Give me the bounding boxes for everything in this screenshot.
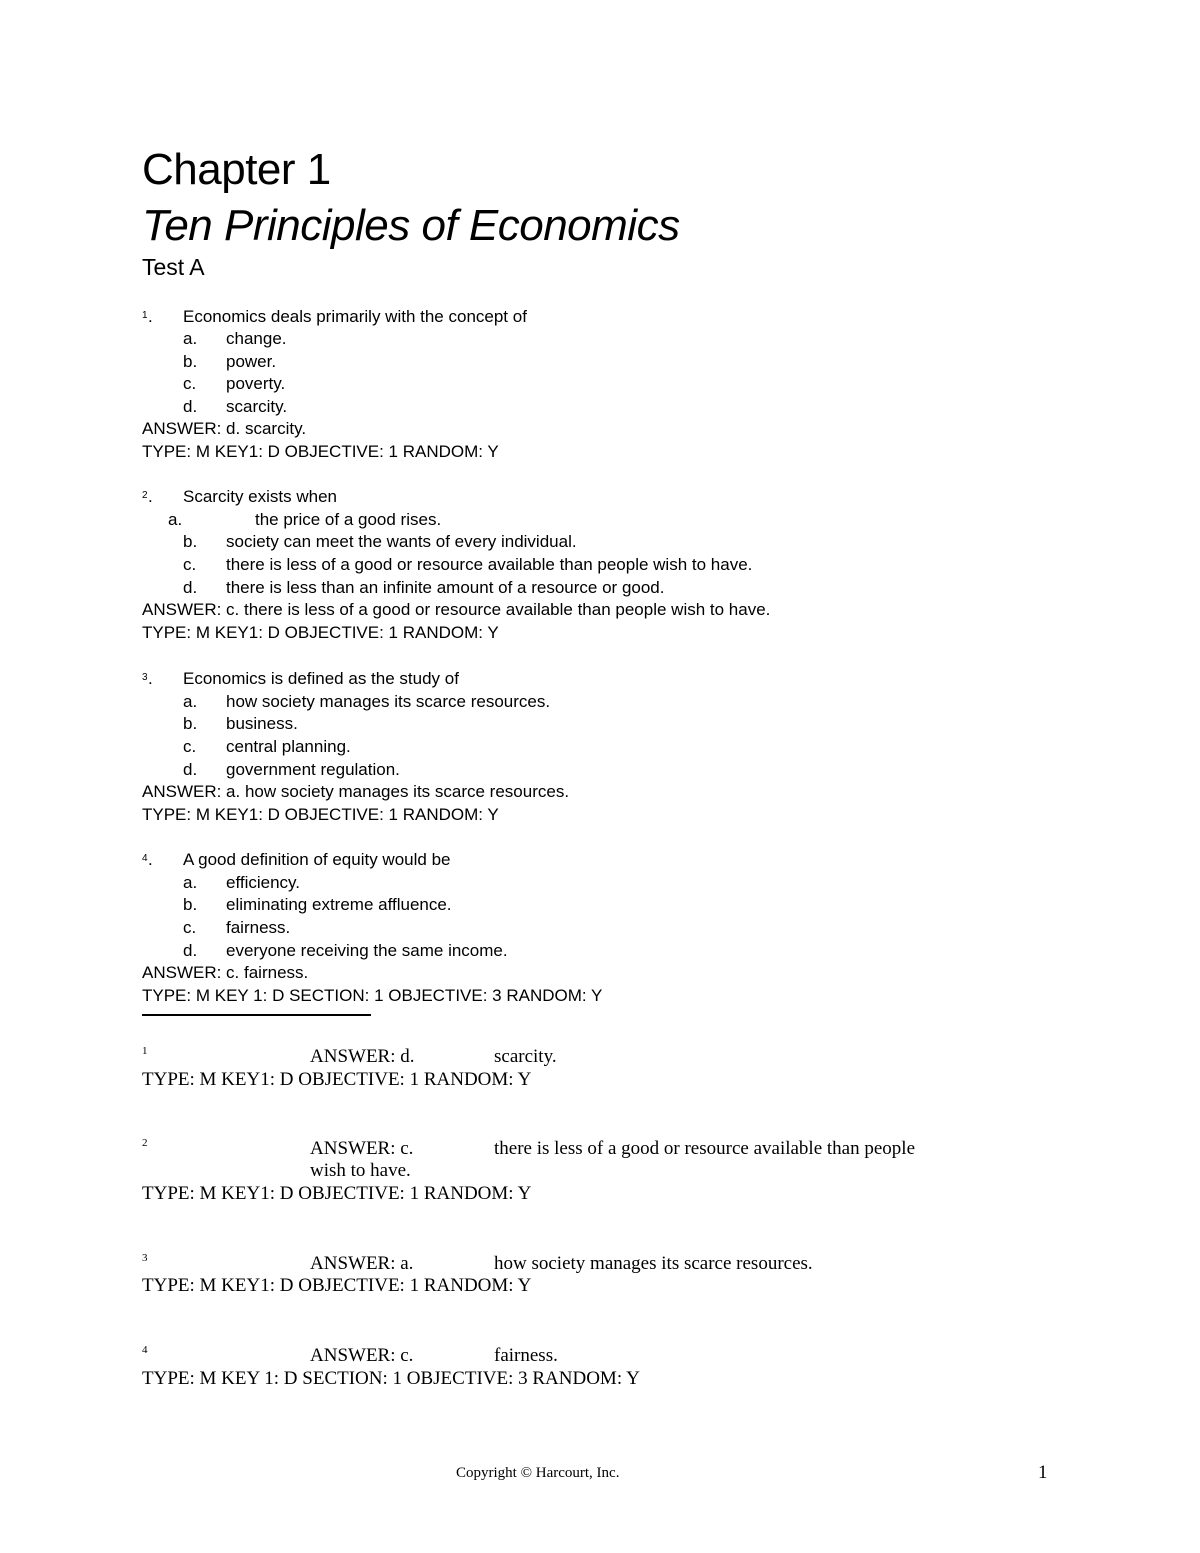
question-stem: Economics deals primarily with the concept of (183, 307, 527, 326)
footnote-number: 1 (142, 1045, 148, 1057)
footnote-answer-text: scarcity. (494, 1046, 557, 1067)
option-text: central planning. (226, 737, 351, 756)
answer-line: ANSWER: a. how society manages its scarce resources. (142, 782, 570, 801)
question-number-dot: . (148, 669, 153, 688)
option-letter: b. (183, 714, 198, 733)
footnote-number: 2 (142, 1137, 148, 1149)
type-line: TYPE: M KEY1: D OBJECTIVE: 1 RANDOM: Y (142, 623, 499, 642)
question-stem: Economics is defined as the study of (183, 669, 459, 688)
copyright-notice: Copyright © Harcourt, Inc. (456, 1465, 620, 1481)
footnote-answer-text-continued: wish to have. (310, 1160, 411, 1181)
option-letter: b. (183, 352, 198, 371)
option-letter: d. (183, 941, 198, 960)
footnote-separator (142, 1014, 371, 1016)
option-letter: a. (183, 329, 198, 348)
answer-line: ANSWER: c. there is less of a good or resource available than people wish to have. (142, 600, 771, 619)
footnote-answer-label: ANSWER: d. (310, 1046, 415, 1067)
footnote-type-line: TYPE: M KEY1: D OBJECTIVE: 1 RANDOM: Y (142, 1069, 532, 1090)
option-text: efficiency. (226, 873, 301, 892)
option-text: power. (226, 352, 277, 371)
footnote-number: 4 (142, 1344, 148, 1356)
option-text: government regulation. (226, 760, 400, 779)
option-letter: c. (183, 555, 197, 574)
page-number: 1 (1038, 1462, 1048, 1483)
option-letter: a. (168, 510, 183, 529)
question-number: 3 (142, 672, 148, 683)
option-letter: d. (183, 760, 198, 779)
type-line: TYPE: M KEY1: D OBJECTIVE: 1 RANDOM: Y (142, 442, 499, 461)
option-text: the price of a good rises. (255, 510, 442, 529)
option-text: change. (226, 329, 287, 348)
option-letter: b. (183, 895, 198, 914)
footnote-answer-text: there is less of a good or resource available than people (494, 1138, 916, 1159)
footnote-type-line: TYPE: M KEY1: D OBJECTIVE: 1 RANDOM: Y (142, 1183, 532, 1204)
option-letter: a. (183, 873, 198, 892)
answer-line: ANSWER: d. scarcity. (142, 419, 307, 438)
option-text: poverty. (226, 374, 286, 393)
footnote-answer-text: how society manages its scarce resources. (494, 1253, 813, 1274)
option-letter: a. (183, 692, 198, 711)
page-footer (0, 1463, 1200, 1485)
option-letter: c. (183, 918, 197, 937)
chapter-title: Ten Principles of Economics (142, 201, 680, 250)
option-text: there is less than an infinite amount of a resource or good. (226, 578, 665, 597)
answer-line: ANSWER: c. fairness. (142, 963, 309, 982)
type-line: TYPE: M KEY 1: D SECTION: 1 OBJECTIVE: 3 RANDOM: Y (142, 986, 603, 1005)
option-letter: c. (183, 737, 197, 756)
question-number: 1 (142, 310, 148, 321)
footnote-type-line: TYPE: M KEY1: D OBJECTIVE: 1 RANDOM: Y (142, 1275, 532, 1296)
footnote-answer-label: ANSWER: a. (310, 1253, 414, 1274)
chapter-heading: Chapter 1 (142, 145, 331, 194)
footnote-answer-label: ANSWER: c. (310, 1138, 414, 1159)
test-label: Test A (142, 254, 205, 280)
footnote-answer-text: fairness. (494, 1345, 558, 1366)
option-text: eliminating extreme affluence. (226, 895, 452, 914)
option-letter: c. (183, 374, 197, 393)
option-letter: d. (183, 578, 198, 597)
option-text: fairness. (226, 918, 291, 937)
option-text: scarcity. (226, 397, 288, 416)
option-text: everyone receiving the same income. (226, 941, 508, 960)
option-text: how society manages its scarce resources. (226, 692, 551, 711)
question-stem: A good definition of equity would be (183, 850, 451, 869)
type-line: TYPE: M KEY1: D OBJECTIVE: 1 RANDOM: Y (142, 805, 499, 824)
question-number: 4 (142, 853, 148, 864)
question-number-dot: . (148, 307, 153, 326)
footnote-type-line: TYPE: M KEY 1: D SECTION: 1 OBJECTIVE: 3 RANDOM: Y (142, 1368, 640, 1389)
footnote-answer-label: ANSWER: c. (310, 1345, 414, 1366)
option-text: society can meet the wants of every individual. (226, 532, 577, 551)
question-number: 2 (142, 490, 148, 501)
option-letter: d. (183, 397, 198, 416)
question-number-dot: . (148, 487, 153, 506)
option-text: business. (226, 714, 298, 733)
question-number-dot: . (148, 850, 153, 869)
option-letter: b. (183, 532, 198, 551)
option-text: there is less of a good or resource available than people wish to have. (226, 555, 753, 574)
question-stem: Scarcity exists when (183, 487, 337, 506)
footnote-number: 3 (142, 1252, 148, 1264)
